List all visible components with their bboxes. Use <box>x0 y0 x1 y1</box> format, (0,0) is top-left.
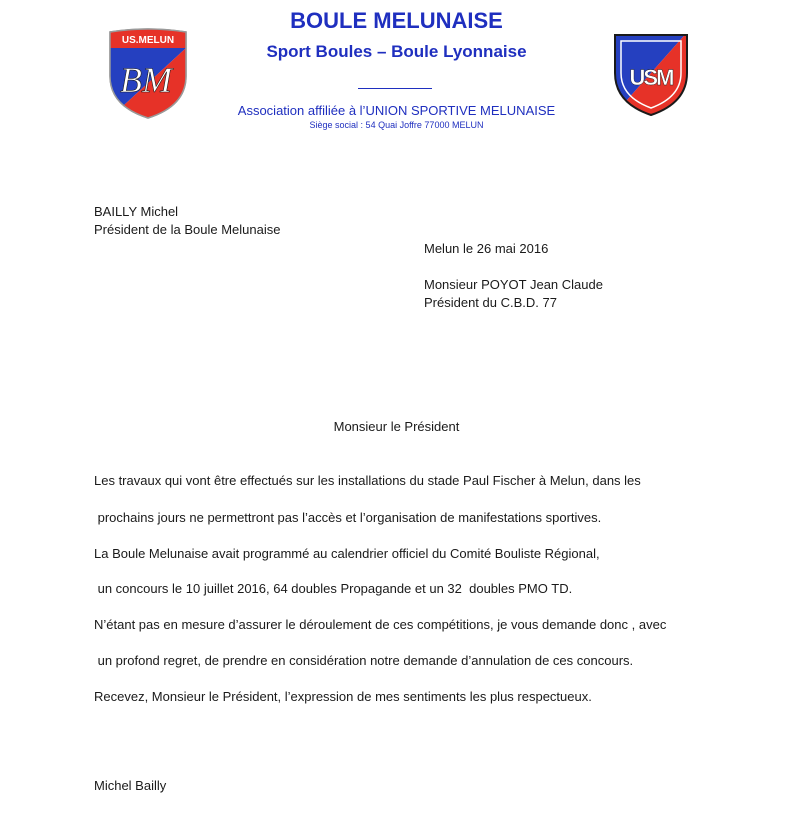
body-line: un concours le 10 juillet 2016, 64 doubles Propagande et un 32 doubles PMO TD. <box>94 581 573 596</box>
recipient-title: Président du C.B.D. 77 <box>424 295 557 310</box>
body-line: prochains jours ne permettront pas l’accès et l’organisation de manifestations sportives. <box>94 510 602 525</box>
header-divider <box>358 88 432 89</box>
sender-name: BAILLY Michel <box>94 204 179 219</box>
association-line: Association affiliée à l’UNION SPORTIVE MELUNAISE <box>237 103 556 118</box>
club-subtitle: Sport Boules – Boule Lyonnaise <box>266 42 527 61</box>
recipient-name: Monsieur POYOT Jean Claude <box>424 277 603 292</box>
shield-monogram: USM <box>629 65 673 90</box>
usm-shield-logo <box>612 29 690 117</box>
signature: Michel Bailly <box>94 778 167 793</box>
head-office-line: Siège social : 54 Quai Joffre 77000 MELUN <box>309 120 484 130</box>
body-line: N’étant pas en mesure d’assurer le déroulement de ces compétitions, je vous demande donc , avec <box>94 617 667 632</box>
body-line: Les travaux qui vont être effectués sur les installations du stade Paul Fischer à Melun, dans les <box>94 473 641 488</box>
badge-monogram: BM <box>120 60 172 100</box>
body-line: Recevez, Monsieur le Président, l’expression de mes sentiments les plus respectueux. <box>94 689 592 704</box>
us-melun-badge-logo <box>106 26 190 120</box>
body-line: La Boule Melunaise avait programmé au calendrier officiel du Comité Bouliste Régional, <box>94 546 600 561</box>
date-line: Melun le 26 mai 2016 <box>424 241 549 256</box>
sender-title: Président de la Boule Melunaise <box>94 222 281 237</box>
body-line: un profond regret, de prendre en considération notre demande d’annulation de ces concours. <box>94 653 634 668</box>
badge-text: US.MELUN <box>121 35 175 46</box>
club-name: BOULE MELUNAISE <box>290 8 503 33</box>
salutation: Monsieur le Président <box>333 419 460 434</box>
